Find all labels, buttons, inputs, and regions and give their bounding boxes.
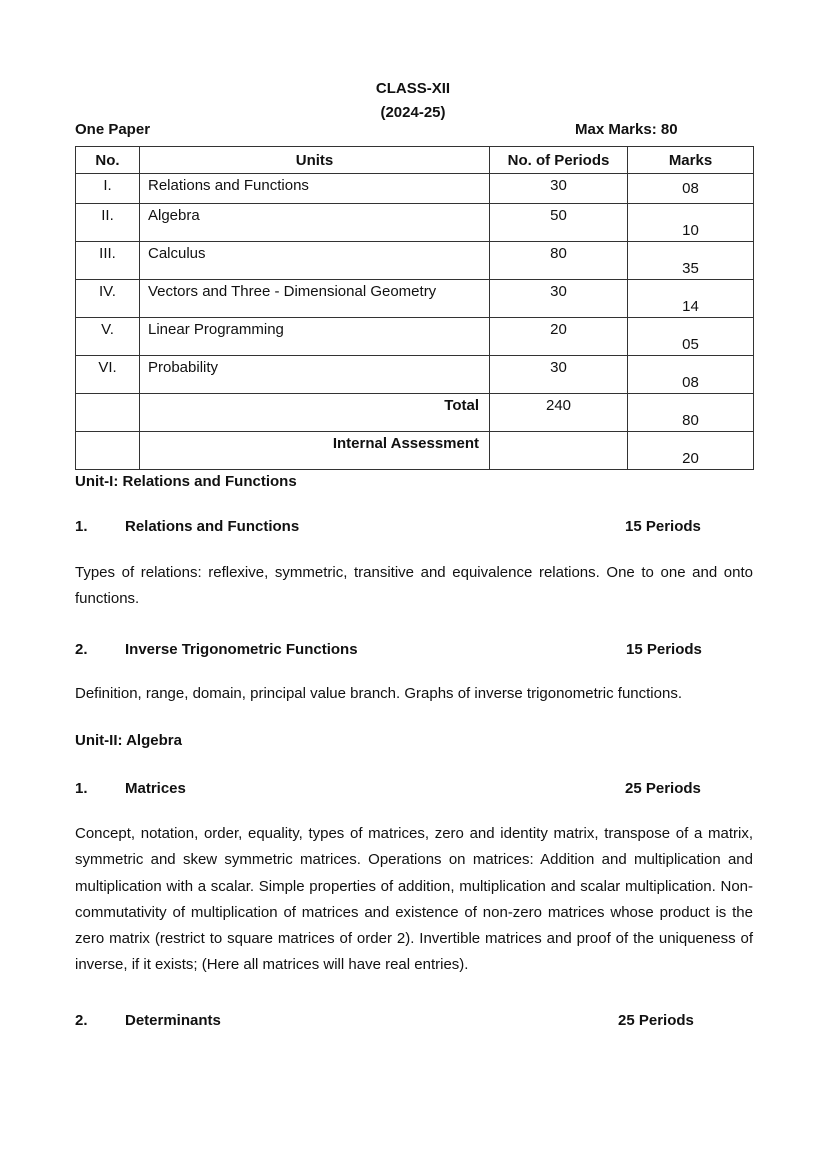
unit-name: Calculus [140,242,490,280]
table-row [76,356,754,394]
empty-cell [76,394,140,432]
max-marks-label: Max Marks: 80 [575,121,678,138]
topic-description: Types of relations: reflexive, symmetric, transitive and equivalence relations. One to one and onto functions. [75,564,753,608]
topic-title: Inverse Trigonometric Functions [125,641,358,658]
unit-marks: 35 [628,242,754,280]
unit-periods: 30 [490,280,628,318]
unit-name: Vectors and Three - Dimensional Geometry [140,280,490,318]
academic-year: (2024-25) [380,104,446,121]
topic-number: 1. [75,518,88,535]
total-row [76,394,754,432]
internal-assessment-row [76,432,754,470]
unit-heading: Unit-I: Relations and Functions [75,473,297,490]
unit-name: Probability [140,356,490,394]
topic-periods: 25 Periods [618,1012,694,1029]
unit-name: Relations and Functions [140,174,490,204]
page-title: CLASS-XII [375,80,451,97]
unit-marks: 08 [628,356,754,394]
unit-heading: Unit-II: Algebra [75,732,182,749]
header-units: Units [140,147,490,174]
paper-label: One Paper [75,121,151,138]
unit-marks: 08 [628,174,754,204]
syllabus-table [75,146,754,470]
header-marks: Marks [628,147,754,174]
total-label: Total [140,394,490,432]
topic-title: Determinants [125,1012,221,1029]
unit-periods: 30 [490,174,628,204]
internal-assessment-label: Internal Assessment [140,432,490,470]
topic-number: 2. [75,1012,88,1029]
unit-marks: 10 [628,204,754,242]
topic-number: 2. [75,641,88,658]
unit-number: VI. [76,356,140,394]
unit-periods: 20 [490,318,628,356]
internal-assessment-marks: 20 [628,432,754,470]
total-periods: 240 [490,394,628,432]
table-row [76,204,754,242]
topic-description: Definition, range, domain, principal value branch. Graphs of inverse trigonometric functions. [75,685,682,702]
table-row [76,174,754,204]
topic-periods: 15 Periods [626,641,702,658]
topic-title: Matrices [125,780,186,797]
unit-periods: 80 [490,242,628,280]
total-marks: 80 [628,394,754,432]
topic-periods: 15 Periods [625,518,701,535]
unit-number: III. [76,242,140,280]
unit-name: Algebra [140,204,490,242]
unit-number: V. [76,318,140,356]
empty-cell [490,432,628,470]
unit-number: I. [76,174,140,204]
unit-name: Linear Programming [140,318,490,356]
topic-title: Relations and Functions [125,518,300,535]
empty-cell [76,432,140,470]
unit-periods: 50 [490,204,628,242]
unit-number: IV. [76,280,140,318]
unit-marks: 05 [628,318,754,356]
unit-marks: 14 [628,280,754,318]
header-periods: No. of Periods [490,147,628,174]
table-row [76,318,754,356]
header-no: No. [76,147,140,174]
topic-number: 1. [75,780,88,797]
unit-number: II. [76,204,140,242]
unit-periods: 30 [490,356,628,394]
table-header-row [76,147,754,174]
topic-periods: 25 Periods [625,780,701,797]
topic-description: Concept, notation, order, equality, types of matrices, zero and identity matrix, transpose of a matrix, symmetric and skew symmetric matrices. Operations on matrices: Addition and multiplication and multiplication with a scalar. Simple properties of addition, multiplication and scalar multiplication. Non-commutativity of multiplication of matrices and existence of non-zero matrices whose product is the zero matrix (restrict to square matrices of order 2). Invertible matrices and proof of the uniqueness of inverse, if it exists; (Here all matrices will have real entries). [75,825,753,974]
table-row [76,280,754,318]
table-row [76,242,754,280]
